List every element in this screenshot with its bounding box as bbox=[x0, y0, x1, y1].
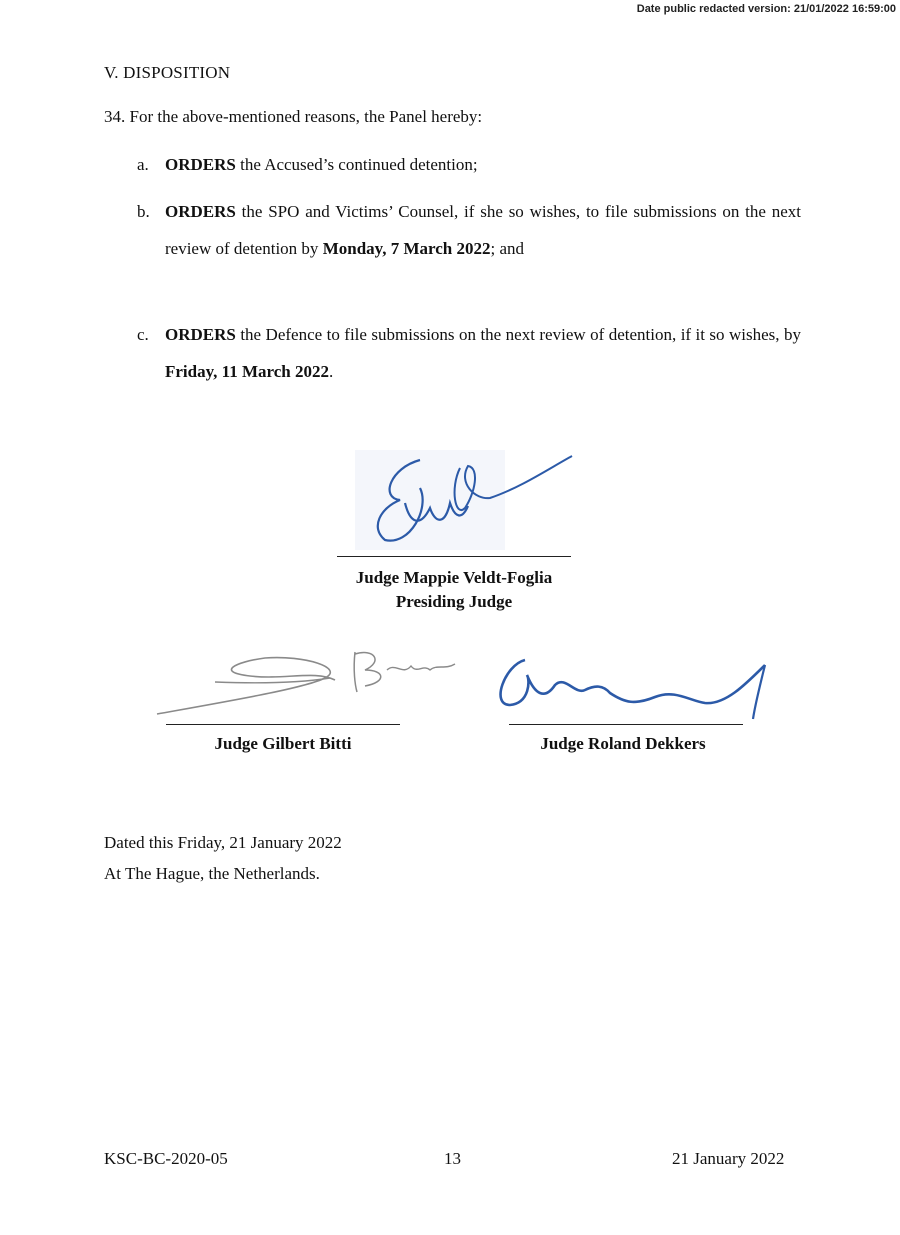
judge-bitti-signature bbox=[155, 640, 465, 720]
signature-stroke bbox=[157, 658, 335, 714]
dated-line: Dated this Friday, 21 January 2022 bbox=[104, 833, 342, 852]
presiding-judge-signature bbox=[350, 448, 580, 558]
order-body: the SPO and Victims’ Counsel, if she so wishes, to file submissions on the next review of detention by bbox=[165, 202, 801, 258]
judge-bitti-name: Judge Gilbert Bitti bbox=[214, 734, 352, 753]
order-deadline: Monday, 7 March 2022 bbox=[322, 239, 491, 258]
judge-bitti-block bbox=[150, 732, 416, 756]
intro-paragraph: 34. For the above-mentioned reasons, the Panel hereby: bbox=[104, 107, 483, 126]
footer-case-number: KSC-BC-2020-05 bbox=[104, 1149, 228, 1168]
order-body: the Defence to file submissions on the next review of detention, if it so wishes, by bbox=[235, 325, 801, 344]
signature-stroke bbox=[753, 665, 765, 719]
footer-date: 21 January 2022 bbox=[672, 1149, 785, 1168]
stamp-text: Date public redacted version: 21/01/2022 16:59:00 bbox=[636, 3, 896, 15]
order-text bbox=[165, 316, 801, 390]
order-item-a bbox=[137, 146, 801, 183]
presiding-judge-name: Judge Mappie Veldt-Foglia bbox=[355, 568, 553, 587]
footer-page-number: 13 bbox=[444, 1149, 461, 1168]
presiding-judge-role: Presiding Judge bbox=[395, 592, 513, 611]
order-marker: c. bbox=[137, 325, 149, 344]
public-redacted-stamp bbox=[637, 0, 896, 16]
signature-stroke bbox=[387, 664, 455, 670]
order-verb: ORDERS bbox=[165, 202, 236, 221]
section-heading: V. DISPOSITION bbox=[104, 63, 231, 82]
order-item-b bbox=[137, 193, 801, 267]
order-deadline: Friday, 11 March 2022 bbox=[165, 362, 330, 381]
presiding-judge-block bbox=[318, 566, 590, 614]
judge-dekkers-name: Judge Roland Dekkers bbox=[540, 734, 706, 753]
order-text bbox=[165, 146, 801, 183]
judge-dekkers-block bbox=[492, 732, 754, 756]
place-line: At The Hague, the Netherlands. bbox=[104, 864, 320, 883]
order-text bbox=[165, 193, 801, 267]
order-tail: . bbox=[329, 362, 334, 381]
order-item-c bbox=[137, 316, 801, 390]
order-body: the Accused’s continued detention; bbox=[235, 155, 478, 174]
signature-background bbox=[355, 450, 505, 550]
bitti-signature-line bbox=[166, 724, 400, 725]
presiding-signature-line bbox=[337, 556, 571, 557]
order-verb: ORDERS bbox=[165, 325, 236, 344]
order-marker: b. bbox=[137, 202, 150, 221]
signature-stroke bbox=[501, 660, 765, 705]
dated-block bbox=[104, 827, 342, 889]
order-tail: ; and bbox=[490, 239, 525, 258]
judge-dekkers-signature bbox=[485, 645, 775, 730]
dekkers-signature-line bbox=[509, 724, 743, 725]
order-verb: ORDERS bbox=[165, 155, 236, 174]
signature-stroke bbox=[354, 652, 381, 692]
order-marker: a. bbox=[137, 155, 149, 174]
